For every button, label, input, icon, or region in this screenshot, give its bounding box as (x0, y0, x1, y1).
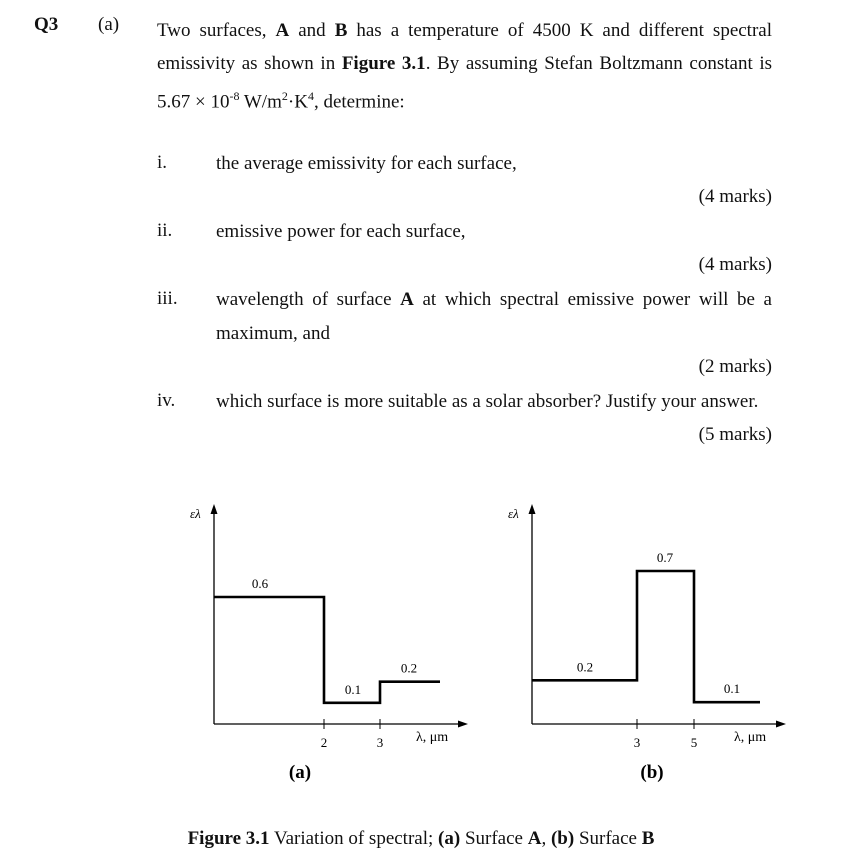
question-intro (157, 14, 772, 118)
item-marks: (4 marks) (698, 254, 772, 275)
x-axis-arrow (776, 721, 786, 728)
plot-panel-b (508, 504, 786, 783)
intro-line-3: $5.67 \times 10^{-8}$ $W/m^2\cdot K^4$, determine: (157, 89, 405, 113)
question-part: (a) (98, 14, 120, 35)
item-text: emissive power for each surface, (216, 221, 466, 242)
y-axis-arrow (529, 504, 536, 514)
x-tick-label: 2 (320, 735, 328, 750)
item-number: iii. (157, 288, 178, 309)
segment-value-label: 0.7 (656, 550, 674, 565)
segment-value-label: 0.1 (344, 681, 362, 697)
item-text: the average emissivity for each surface, (216, 153, 517, 174)
y-axis-arrow (211, 504, 218, 514)
figure-3-1 (0, 490, 842, 800)
item-number: iv. (157, 390, 176, 411)
item-text: wavelength of surface A at which spectral emissive power will be a maximum, and (216, 289, 772, 344)
segment-value-label: 0.2 (576, 659, 594, 675)
panel-label: (a) (288, 762, 312, 783)
item-number: ii. (157, 220, 173, 241)
x-axis-label: λ, μm (734, 730, 767, 745)
panel-label: (b) (640, 762, 664, 783)
x-tick-label: 3 (376, 735, 384, 750)
item-marks: (4 marks) (698, 186, 772, 207)
item-number: i. (157, 152, 168, 173)
x-tick-label: 5 (690, 735, 698, 750)
segment-value-label: 0.6 (251, 576, 269, 591)
item-marks: (2 marks) (698, 356, 772, 377)
segment-value-label: 0.1 (723, 681, 741, 697)
emissivity-step-line (214, 597, 440, 703)
intro-line-1: Two surfaces, A and B has a temperature of 4500 K and different spectral (157, 20, 773, 41)
y-axis-label: ελ (190, 506, 201, 521)
x-axis-arrow (458, 721, 468, 728)
figure-caption: Figure 3.1 Variation of spectral; (a) Surface A, (b) Surface B (187, 828, 655, 849)
y-axis-label: ελ (508, 506, 519, 521)
intro-line-2: emissivity as shown in Figure 3.1. By assuming Stefan Boltzmann constant is (157, 53, 773, 74)
item-marks: (5 marks) (698, 424, 772, 445)
item-text: which surface is more suitable as a solar absorber? Justify your answer. (216, 391, 759, 412)
question-number: Q3 (34, 14, 59, 35)
x-axis-label: λ, μm (416, 730, 449, 745)
segment-value-label: 0.2 (400, 660, 418, 676)
plot-panel-a (190, 504, 468, 783)
x-tick-label: 3 (633, 735, 641, 750)
